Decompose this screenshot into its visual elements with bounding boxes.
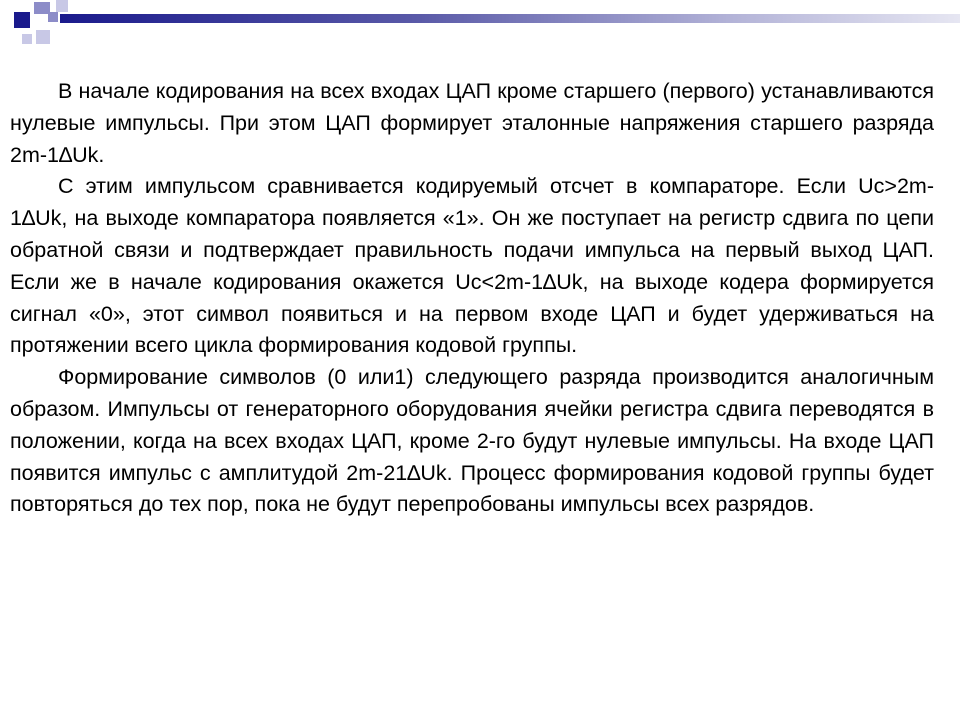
decor-square-light xyxy=(36,30,50,44)
decor-square-mid-2 xyxy=(48,12,58,22)
decor-square-dark xyxy=(14,12,30,28)
paragraph-2: С этим импульсом сравнивается кодируемый отсчет в компараторе. Если Uc>2m-1∆Uk, на выходе компаратора появляется «1». Он же поступает на регистр сдвига по цепи обратной связи и подтверждает правильность подачи импульса на первый выход ЦАП. Если же в начале кодирования окажется Uc<2m-1∆Uk, на выходе кодера формируется сигнал «0», этот символ появиться и на первом входе ЦАП и будет удерживаться на протяжении всего цикла формирования кодовой группы. xyxy=(10,174,934,358)
decor-square-light-2 xyxy=(56,0,68,12)
paragraph-3: Формирование символов (0 или1) следующего разряда производится аналогичным образом. Импульсы от генераторного оборудования ячейки регистра сдвига переводятся в положении, когда на всех входах ЦАП, кроме 2-го будут нулевые импульсы. На входе ЦАП появится импульс с амплитудой 2m-21∆Uk. Процесс формирования кодовой группы будет повторяться до тех пор, пока не будут перепробованы импульсы всех разрядов. xyxy=(10,365,934,517)
slide-body xyxy=(10,76,934,521)
header-gradient-bar xyxy=(60,14,960,23)
paragraph-1: В начале кодирования на всех входах ЦАП кроме старшего (первого) устанавливаются нулевые импульсы. При этом ЦАП формирует эталонные напряжения старшего разряда 2m-1∆Uk. xyxy=(10,79,934,167)
decor-square-light-3 xyxy=(22,34,32,44)
